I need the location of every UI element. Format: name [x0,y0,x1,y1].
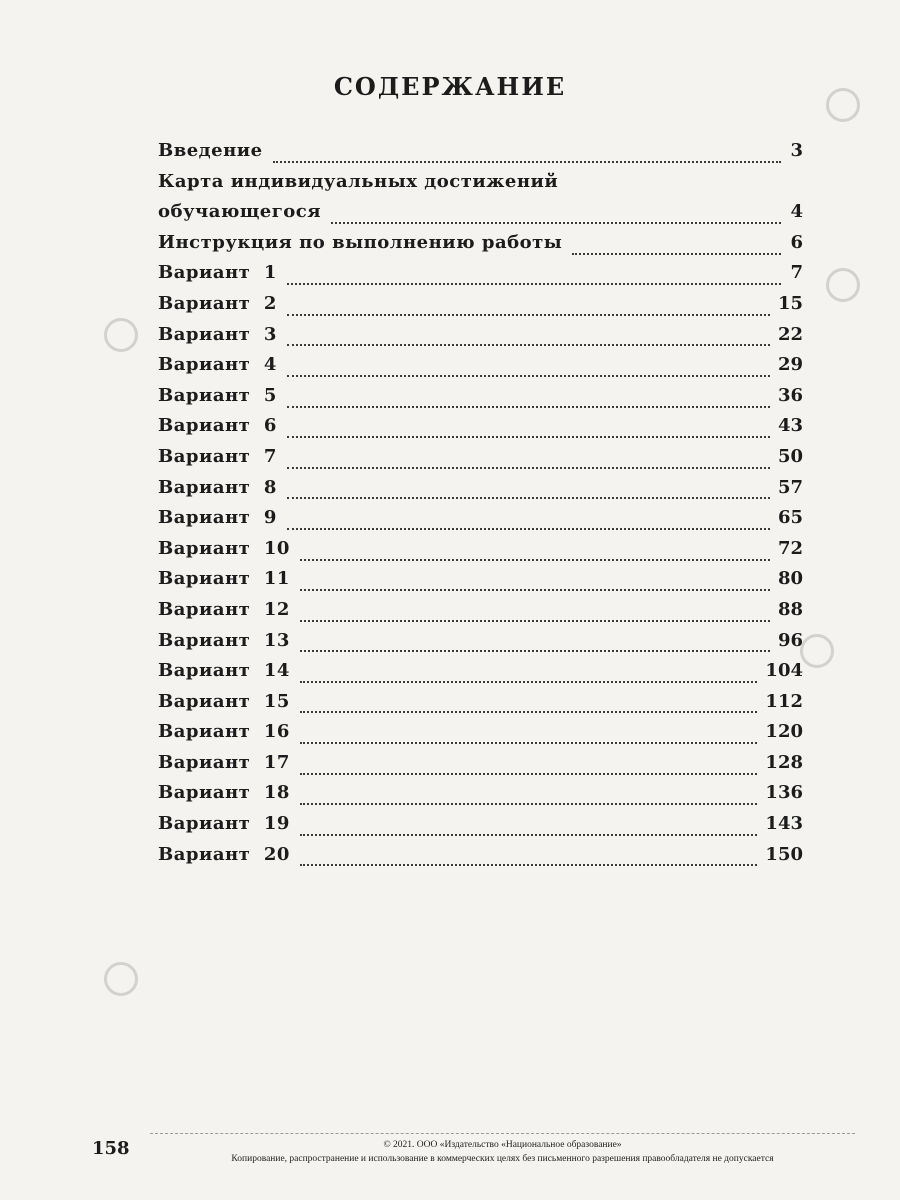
copyright-line: © 2021. ООО «Издательство «Национальное образование» [383,1140,622,1150]
toc-row[interactable] [158,691,803,722]
toc-leader-dots [287,374,770,377]
toc-leader-dots [331,221,781,224]
toc-leader-dots [287,313,770,316]
toc-page-number: 128 [765,751,803,773]
toc-row[interactable] [158,140,803,171]
toc-leader-dots [300,558,770,561]
toc-label: Вариант 19 [158,813,290,835]
toc-leader-dots [300,710,758,713]
toc-label: Карта индивидуальных достижений [158,170,559,192]
table-of-contents [158,140,803,874]
toc-page-number: 120 [765,721,803,743]
page-number: 158 [92,1138,130,1159]
toc-row[interactable] [158,415,803,446]
toc-page-number: 80 [777,568,803,590]
toc-row[interactable] [158,385,803,416]
toc-page-number: 4 [790,201,803,223]
toc-row[interactable] [158,599,803,630]
toc-page-number: 6 [790,231,803,253]
toc-label: Инструкция по выполнению работы [158,231,563,253]
toc-row[interactable] [158,201,803,232]
toc-page-number: 36 [777,384,803,406]
toc-page-number: 136 [765,782,803,804]
toc-page-number: 7 [790,262,803,284]
toc-leader-dots [287,435,770,438]
toc-page-number: 150 [765,843,803,865]
toc-page-number: 57 [777,476,803,498]
toc-label: Вариант 9 [158,507,277,529]
toc-page-number: 96 [777,629,803,651]
toc-row[interactable] [158,477,803,508]
toc-label: Вариант 17 [158,751,290,773]
toc-leader-dots [287,282,781,285]
toc-page-number: 22 [777,323,803,345]
toc-leader-dots [287,496,770,499]
toc-label: Вариант 20 [158,843,290,865]
toc-row[interactable] [158,660,803,691]
toc-leader-dots [300,741,758,744]
toc-label: Вариант 18 [158,782,290,804]
toc-page-number: 3 [790,140,803,161]
toc-page-number: 88 [777,598,803,620]
toc-label: Вариант 1 [158,262,277,284]
toc-row[interactable] [158,538,803,569]
toc-label: Введение [158,140,263,161]
toc-label: Вариант 10 [158,537,290,559]
toc-leader-dots [287,466,770,469]
toc-row[interactable] [158,354,803,385]
toc-row[interactable] [158,324,803,355]
toc-leader-dots [287,527,770,530]
toc-row[interactable] [158,507,803,538]
copyright-notice [150,1138,855,1166]
toc-label: Вариант 8 [158,476,277,498]
toc-leader-dots [300,619,770,622]
toc-leader-dots [300,833,758,836]
toc-leader-dots [300,649,770,652]
toc-page-number: 72 [777,537,803,559]
toc-row[interactable] [158,446,803,477]
toc-leader-dots [300,863,758,866]
toc-page-number: 104 [765,660,803,682]
toc-leader-dots [300,802,758,805]
toc-row[interactable] [158,232,803,263]
toc-label: Вариант 16 [158,721,290,743]
toc-page-number: 65 [777,507,803,529]
toc-row[interactable] [158,752,803,783]
toc-leader-dots [300,772,758,775]
toc-label: Вариант 13 [158,629,290,651]
toc-leader-dots [300,588,770,591]
bleed-circle-icon [826,268,860,302]
toc-label: Вариант 4 [158,354,277,376]
toc-leader-dots [287,343,770,346]
bleed-circle-icon [104,962,138,996]
copyright-line: Копирование, распространение и использование в коммерческих целях без письменного разрешения правообладателя не допускается [231,1154,774,1164]
footer-divider [150,1133,855,1134]
toc-page-number: 112 [765,690,803,712]
toc-row[interactable] [158,171,803,202]
toc-label: обучающегося [158,201,322,223]
toc-label: Вариант 3 [158,323,277,345]
toc-row[interactable] [158,293,803,324]
toc-row[interactable] [158,262,803,293]
toc-page-number: 143 [765,813,803,835]
toc-row[interactable] [158,568,803,599]
bleed-circle-icon [800,634,834,668]
toc-row[interactable] [158,721,803,752]
toc-row[interactable] [158,782,803,813]
bleed-circle-icon [104,318,138,352]
toc-leader-dots [273,160,781,163]
toc-label: Вариант 12 [158,598,290,620]
toc-page-number: 50 [777,445,803,467]
toc-label: Вариант 6 [158,415,277,437]
toc-row[interactable] [158,630,803,661]
toc-row[interactable] [158,844,803,875]
toc-label: Вариант 14 [158,660,290,682]
toc-leader-dots [300,680,758,683]
toc-page-number: 43 [777,415,803,437]
page-title: СОДЕРЖАНИЕ [333,72,567,101]
toc-label: Вариант 11 [158,568,290,590]
toc-row[interactable] [158,813,803,844]
toc-page-number: 15 [777,292,803,314]
toc-label: Вариант 15 [158,690,290,712]
toc-leader-dots [287,405,770,408]
toc-label: Вариант 7 [158,445,277,467]
toc-page-number: 29 [777,354,803,376]
toc-leader-dots [572,252,781,255]
toc-label: Вариант 2 [158,292,277,314]
toc-label: Вариант 5 [158,384,277,406]
